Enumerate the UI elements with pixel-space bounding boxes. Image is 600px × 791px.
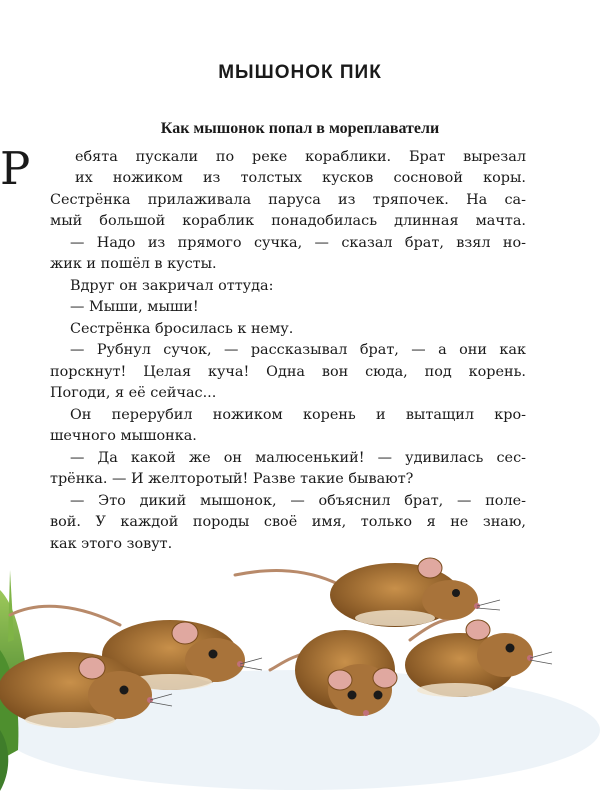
text-line: Сестрёнка прилаживала паруса из тряпочек. На са- [50,192,526,208]
text-line: шечного мышонка. [50,428,197,444]
text-line: вой. У каждой породы своё имя, только я не знаю, [50,514,526,530]
text-line: Он перерубил ножиком корень и вытащил кро- [70,407,526,423]
text-line: жик и пошёл в кусты. [50,256,217,272]
text-line: ебята пускали по реке кораблики. Брат вырезал [75,149,526,165]
text-line: порскнут! Целая куча! Одна вон сюда, под корень. [50,364,526,380]
text-line: — Рубнул сучок, — рассказывал брат, — а они как [70,342,526,358]
text-line: Вдруг он закричал оттуда: [70,278,274,294]
text-line: — Надо из прямого сучка, — сказал брат, взял но- [70,235,526,251]
mouse-icon [330,558,480,627]
text-line: Погоди, я её сейчас... [50,385,217,401]
text-line: трёнка. — И желторотый! Разве такие бывают? [50,471,414,487]
text-line: их ножиком из толстых кусков сосновой коры. [75,170,526,186]
mice-illustration [0,530,600,791]
text-line: — Да какой же он малюсенький! — удивилась сес- [70,450,526,466]
text-line: как этого зовут. [50,536,173,552]
chapter-title: МЫШОНОК ПИК [218,62,382,83]
text-line: Сестрёнка бросилась к нему. [70,321,294,337]
text-line: — Мыши, мыши! [70,299,199,315]
drop-cap: Р [0,142,31,195]
text-line: — Это дикий мышонок, — объяснил брат, — поле- [70,493,526,509]
chapter-subtitle: Как мышонок попал в мореплаватели [160,120,440,137]
text-line: мый большой кораблик понадобилась длинная мачта. [50,213,526,229]
